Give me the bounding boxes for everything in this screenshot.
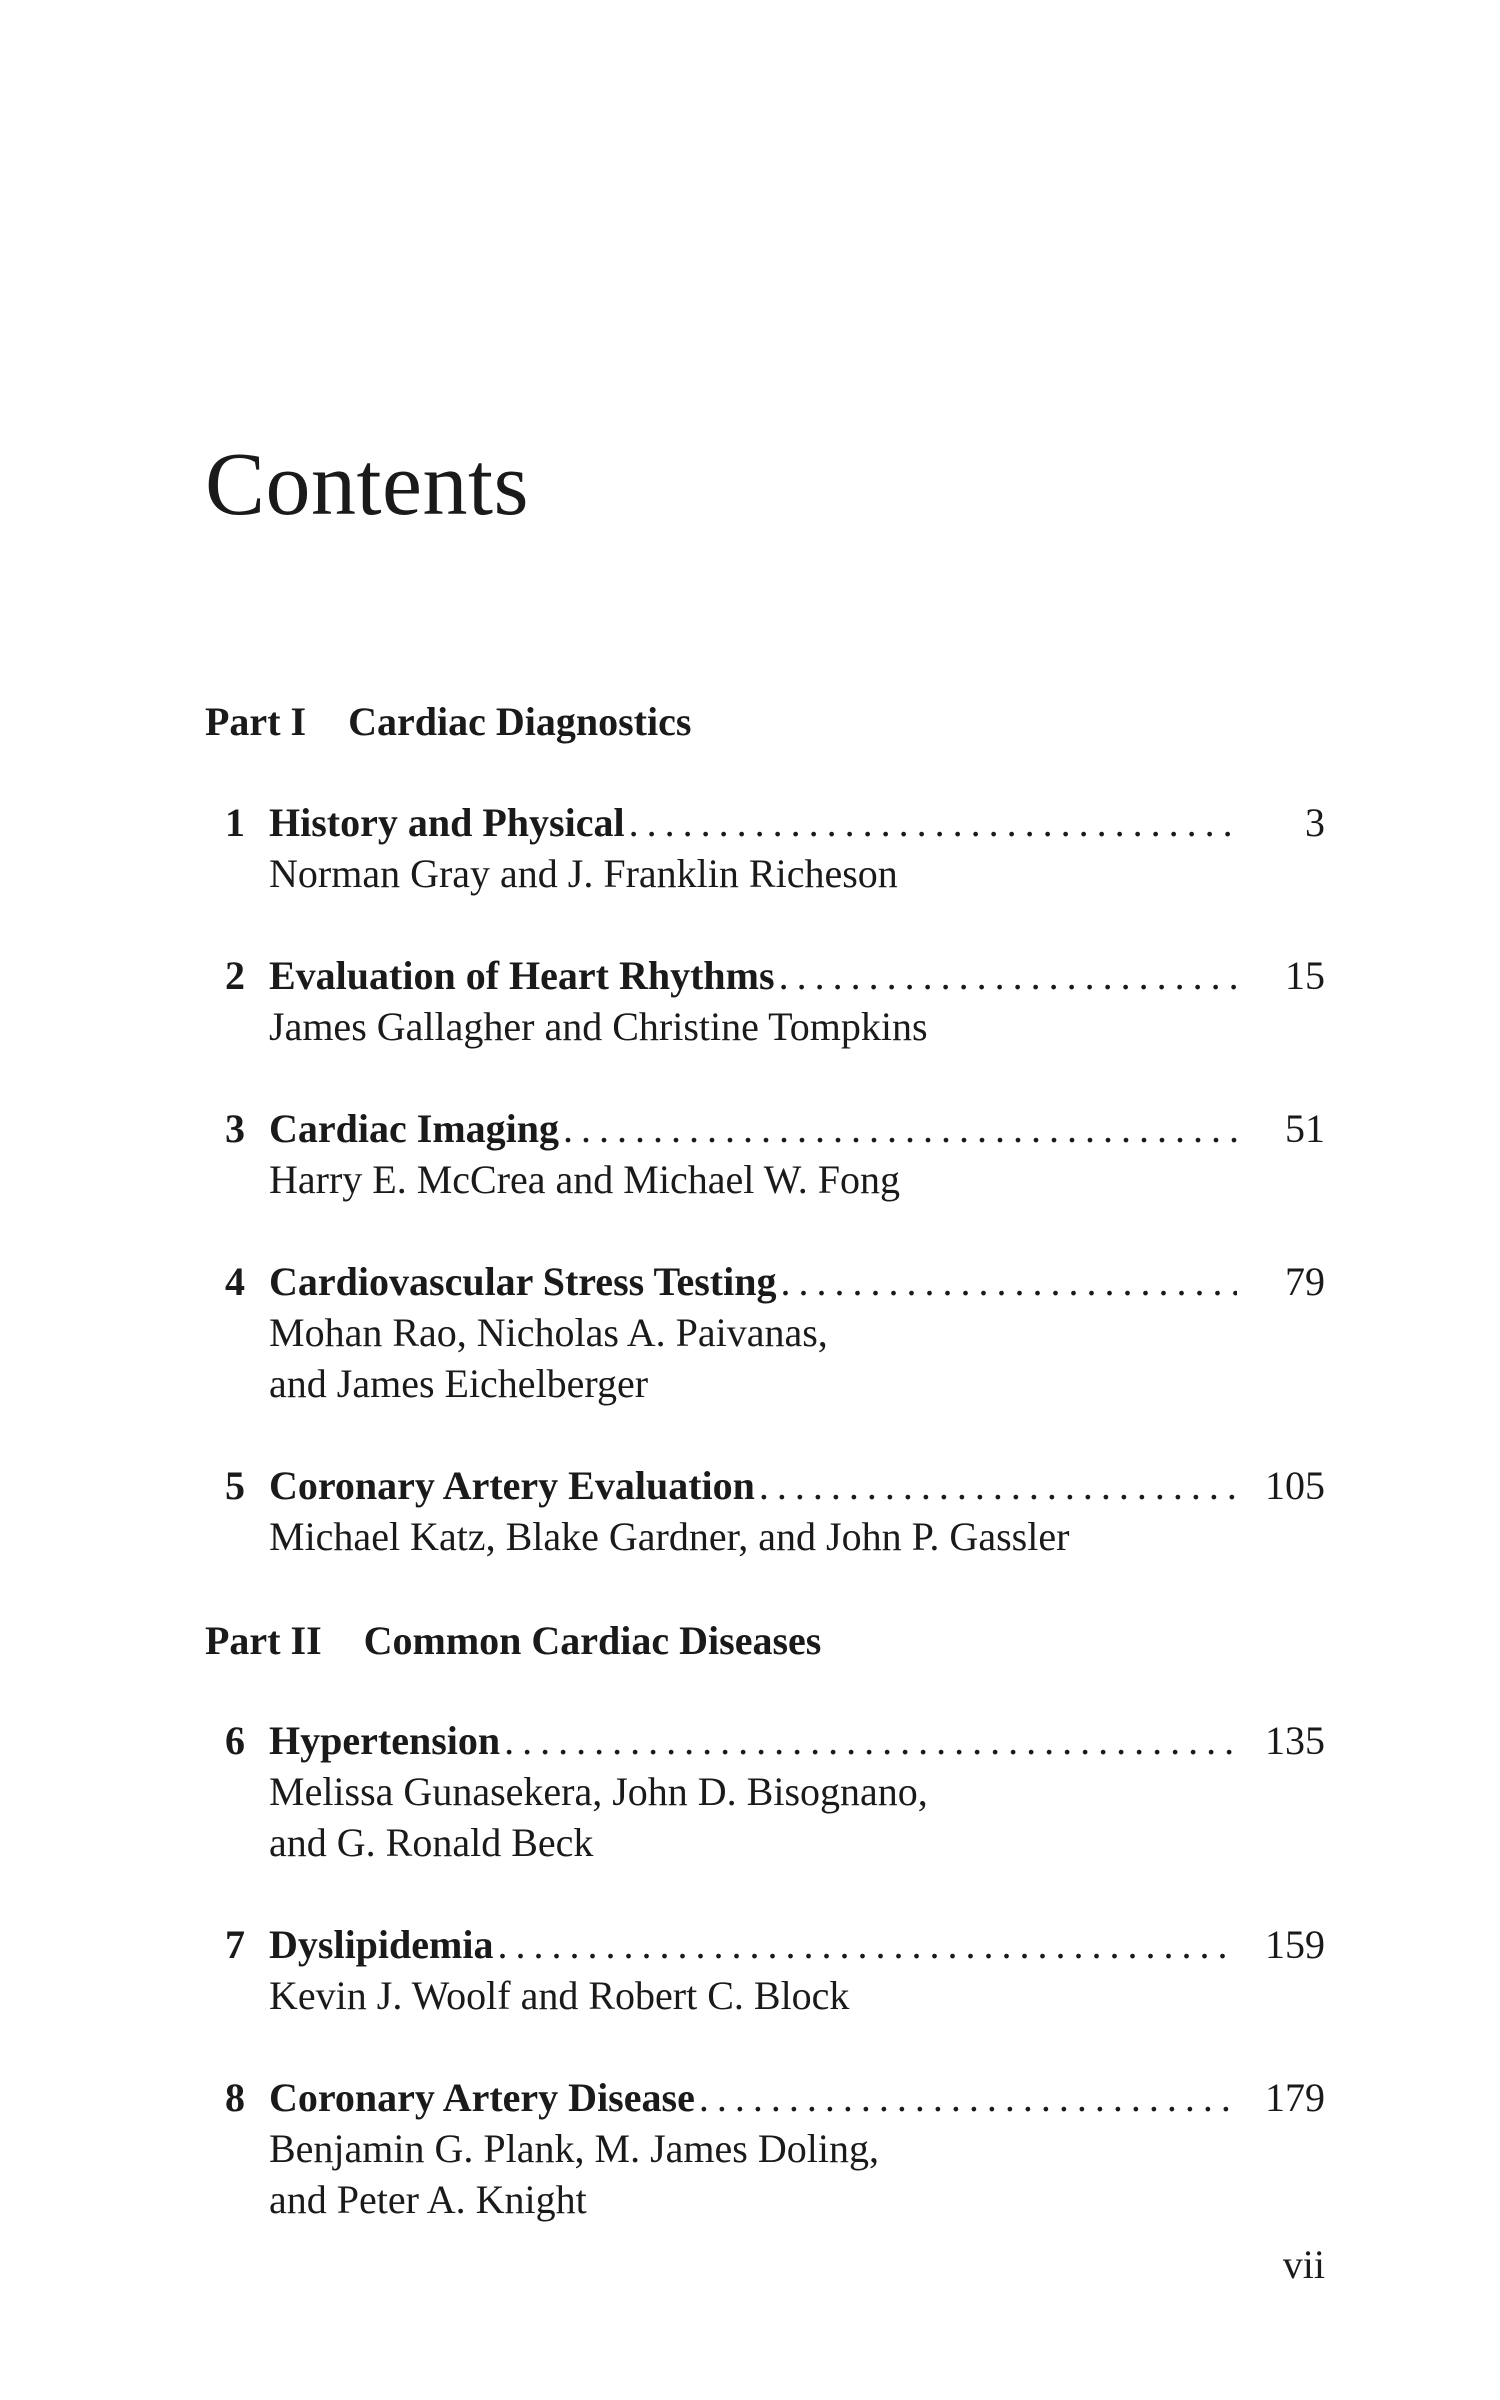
- chapter-title[interactable]: Cardiac Imaging: [269, 1106, 559, 1151]
- toc-entry-3[interactable]: [205, 1103, 1325, 1205]
- part-label: Part II: [205, 1618, 322, 1663]
- chapter-number: 1: [225, 800, 245, 845]
- part-title: Common Cardiac Diseases: [363, 1618, 822, 1663]
- page-title: Contents: [205, 435, 530, 534]
- chapter-authors: Kevin J. Woolf and Robert C. Block: [269, 1973, 850, 2018]
- part-label: Part I: [205, 699, 307, 744]
- chapter-title[interactable]: Cardiovascular Stress Testing: [269, 1259, 777, 1304]
- page-number: 79: [1285, 1259, 1325, 1304]
- chapter-number: 3: [225, 1106, 245, 1151]
- chapter-authors: Norman Gray and J. Franklin Richeson: [269, 851, 898, 896]
- dot-leader: [780, 1256, 1237, 1307]
- page-number: 179: [1265, 2075, 1325, 2120]
- toc-entry-1[interactable]: [205, 797, 1325, 899]
- dot-leader: [504, 1715, 1237, 1766]
- dot-leader: [497, 1919, 1237, 1970]
- toc-entry-8[interactable]: [205, 2072, 1325, 2225]
- chapter-number: 5: [225, 1463, 245, 1508]
- page-number: 105: [1265, 1463, 1325, 1508]
- chapter-title[interactable]: Coronary Artery Disease: [269, 2075, 695, 2120]
- chapter-title[interactable]: Coronary Artery Evaluation: [269, 1463, 755, 1508]
- toc-entry-4[interactable]: [205, 1256, 1325, 1409]
- chapter-authors: Michael Katz, Blake Gardner, and John P. Gassler: [269, 1514, 1070, 1559]
- dot-leader: [779, 950, 1237, 1001]
- chapter-number: 6: [225, 1718, 245, 1763]
- chapter-number: 2: [225, 953, 245, 998]
- page-number: 15: [1285, 953, 1325, 998]
- part-heading-2: [205, 1618, 822, 1663]
- dot-leader: [563, 1103, 1237, 1154]
- dot-leader: [699, 2072, 1237, 2123]
- dot-leader: [759, 1460, 1237, 1511]
- page-number: 135: [1265, 1718, 1325, 1763]
- page-number: 159: [1265, 1922, 1325, 1967]
- chapter-number: 7: [225, 1922, 245, 1967]
- toc-entry-2[interactable]: [205, 950, 1325, 1052]
- chapter-title[interactable]: Evaluation of Heart Rhythms: [269, 953, 775, 998]
- chapter-authors: and Peter A. Knight: [269, 2177, 587, 2222]
- chapter-authors: Mohan Rao, Nicholas A. Paivanas,: [269, 1310, 828, 1355]
- page-number: 51: [1285, 1106, 1325, 1151]
- chapter-authors: Harry E. McCrea and Michael W. Fong: [269, 1157, 900, 1202]
- toc-entry-6[interactable]: [205, 1715, 1325, 1868]
- chapter-authors: and G. Ronald Beck: [269, 1820, 594, 1865]
- dot-leader: [629, 797, 1237, 848]
- toc-entry-7[interactable]: [205, 1919, 1325, 2021]
- page-number: 3: [1305, 800, 1325, 845]
- chapter-authors: and James Eichelberger: [269, 1361, 649, 1406]
- chapter-number: 4: [225, 1259, 245, 1304]
- chapter-authors: Melissa Gunasekera, John D. Bisognano,: [269, 1769, 928, 1814]
- chapter-number: 8: [225, 2075, 245, 2120]
- part-heading-1: [205, 699, 692, 744]
- chapter-title[interactable]: History and Physical: [269, 800, 625, 845]
- chapter-authors: James Gallagher and Christine Tompkins: [269, 1004, 928, 1049]
- toc-entry-5[interactable]: [205, 1460, 1325, 1562]
- chapter-title[interactable]: Hypertension: [269, 1718, 501, 1763]
- chapter-authors: Benjamin G. Plank, M. James Doling,: [269, 2126, 879, 2171]
- page-folio: vii: [1282, 2242, 1325, 2287]
- part-title: Cardiac Diagnostics: [348, 699, 692, 744]
- chapter-title[interactable]: Dyslipidemia: [269, 1922, 494, 1967]
